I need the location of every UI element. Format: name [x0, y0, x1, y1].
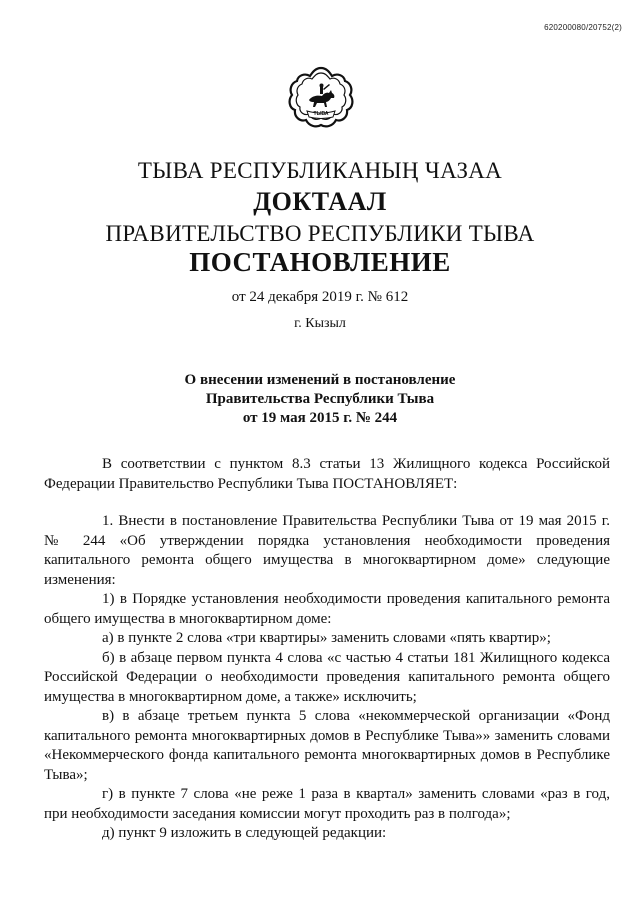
body-paragraph: а) в пункте 2 слова «три квартиры» заменить словами «пять квартир»; [102, 630, 551, 646]
resolution-city: г. Кызыл [294, 316, 346, 331]
body-paragraph: в) в абзаце третьем пункта 5 слова «некоммерческой организации «Фонд капитального ремонта многоквартирных домов в Республике Тыва»» заменить словами «Некоммерческого фонда капитального ремонта многоквартирных домов в Республике Тыва»; [44, 708, 610, 783]
header-doktaal: ДОКТААЛ [253, 187, 387, 216]
resolution-subject [0, 371, 640, 428]
header-tyva-government: ТЫВА РЕСПУБЛИКАНЫҢ ЧАЗАА [137, 158, 503, 183]
body-paragraph: 1. Внести в постановление Правительства Республики Тыва от 19 мая 2015 г. № 244 «Об утверждении порядка установления необходимости проведения капитального ремонта общего имущества в многоквартирном доме» следующие изменения: [44, 513, 610, 588]
emblem-ribbon-text: ТЫВА [313, 111, 329, 117]
body-paragraph: 1) в Порядке установления необходимости проведения капитального ремонта общего имущества в многоквартирном доме: [44, 591, 610, 627]
subject-line: Правительства Республики Тыва [205, 391, 435, 407]
body-paragraph: б) в абзаце первом пункта 4 слова «с частью 4 статьи 181 Жилищного кодекса Российской Федерации о необходимости проведения капитального ремонта общего имущества в многоквартирном доме, а также» исключить; [44, 649, 610, 705]
body-paragraph: д) пункт 9 изложить в следующей редакции: [102, 825, 387, 841]
preamble-paragraph: В соответствии с пунктом 8.3 статьи 13 Жилищного кодекса Российской Федерации Правительство Республики Тыва ПОСТАНОВЛЯЕТ: [44, 456, 610, 492]
resolution-body [44, 455, 610, 844]
subject-line: О внесении изменений в постановление [184, 372, 456, 388]
resolution-date: от 24 декабря 2019 г. № 612 [231, 289, 409, 305]
header-government-rt: ПРАВИТЕЛЬСТВО РЕСПУБЛИКИ ТЫВА [105, 221, 535, 246]
subject-line: от 19 мая 2015 г. № 244 [242, 410, 398, 426]
body-paragraph: г) в пункте 7 слова «не реже 1 раза в квартал» заменить словами «раз в год, при необходимости заседания комиссии могут проходить раз в полгода»; [44, 786, 610, 822]
republic-of-tyva-emblem-icon [287, 64, 355, 134]
header-resolution: ПОСТАНОВЛЕНИЕ [189, 247, 451, 277]
emblem-graphic [287, 64, 355, 134]
document-id: 620200080/20752(2) [544, 23, 622, 32]
